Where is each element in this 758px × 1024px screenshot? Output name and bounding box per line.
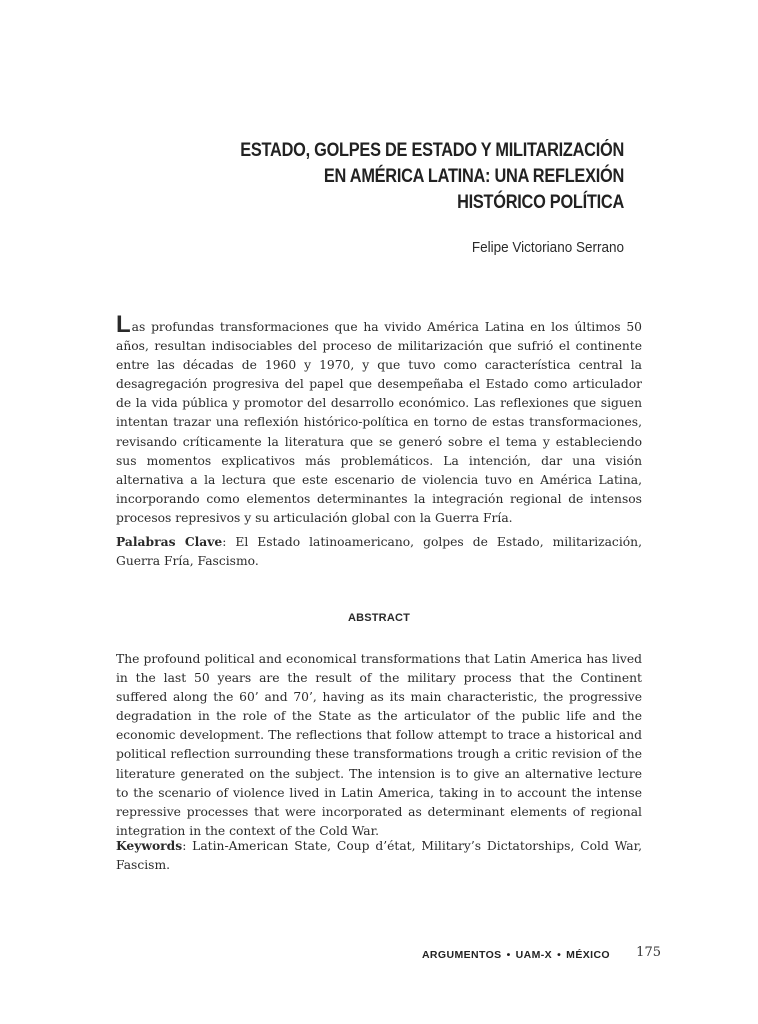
abstract-heading: ABSTRACT	[347, 612, 411, 624]
resumen-text: as profundas transformaciones que ha vivido América Latina en los últimos 50 años, resultan indisociables del proceso de militarización que sufrió el continente entre las décadas de 1960 y 1970, y que tuvo como característica central la desagregación progresiva del papel que desempeñaba el Estado como articulador de la vida pública y promotor del desarrollo económico. Las reflexiones que siguen intentan trazar una reflexión histórico-política en torno de estas transformaciones, revisando críticamente la literatura que se generó sobre el tema y estableciendo sus momentos explicativos más problemáticos. La intención, dar una visión alternativa a la lectura que este escenario de violencia tuvo en América Latina, incorporando como elementos determinantes la integración regional de intensos procesos represivos y su articulación global con la Guerra Fría.	[116, 320, 642, 525]
footer-bullet: •	[557, 949, 562, 961]
palabras-clave-label: Palabras Clave	[116, 534, 223, 549]
title-line-3: HISTÓRICO POLÍTICA	[457, 192, 624, 213]
page-number: 175	[636, 945, 661, 960]
keywords-paragraph	[116, 836, 642, 875]
footer-bullet: •	[506, 949, 511, 961]
palabras-clave-text: : El Estado latinoamericano, golpes de Estado, militarización, Guerra Fría, Fascismo.	[116, 535, 642, 569]
keywords-text: : Latin-American State, Coup d’état, Military’s Dictatorships, Cold War, Fascism.	[116, 839, 642, 873]
keywords-label: Keywords	[116, 838, 183, 853]
footer-journal: ARGUMENTOS	[421, 949, 502, 961]
resumen-paragraph	[116, 311, 642, 528]
running-footer	[422, 949, 610, 961]
title-line-2: EN AMÉRICA LATINA: UNA REFLEXIÓN	[323, 166, 624, 187]
article-title	[142, 138, 624, 216]
title-line-1: ESTADO, GOLPES DE ESTADO Y MILITARIZACIÓN	[240, 140, 624, 161]
palabras-clave-paragraph	[116, 532, 642, 571]
author-name: Felipe Victoriano Serrano	[471, 239, 624, 256]
footer-country: MÉXICO	[566, 949, 610, 961]
abstract-paragraph: The profound political and economical transformations that Latin America has lived in the last 50 years are the result of the military process that the Continent suffered along the 60’ and 70’, having as its main characteristic, the progressive degradation in the role of the State as the articulator of the public life and the economic development. The reflections that follow attempt to trace a historical and political reflection surrounding these transformations trough a critic revision of the literature generated on the subject. The intension is to give an alternative lecture to the scenario of violence lived in Latin America, taking in to account the intense repressive processes that were incorporated as determinant elements of regional integration in the context of the Cold War.	[116, 652, 642, 838]
footer-institution: UAM-X	[515, 949, 553, 961]
drop-cap: L	[116, 311, 131, 338]
